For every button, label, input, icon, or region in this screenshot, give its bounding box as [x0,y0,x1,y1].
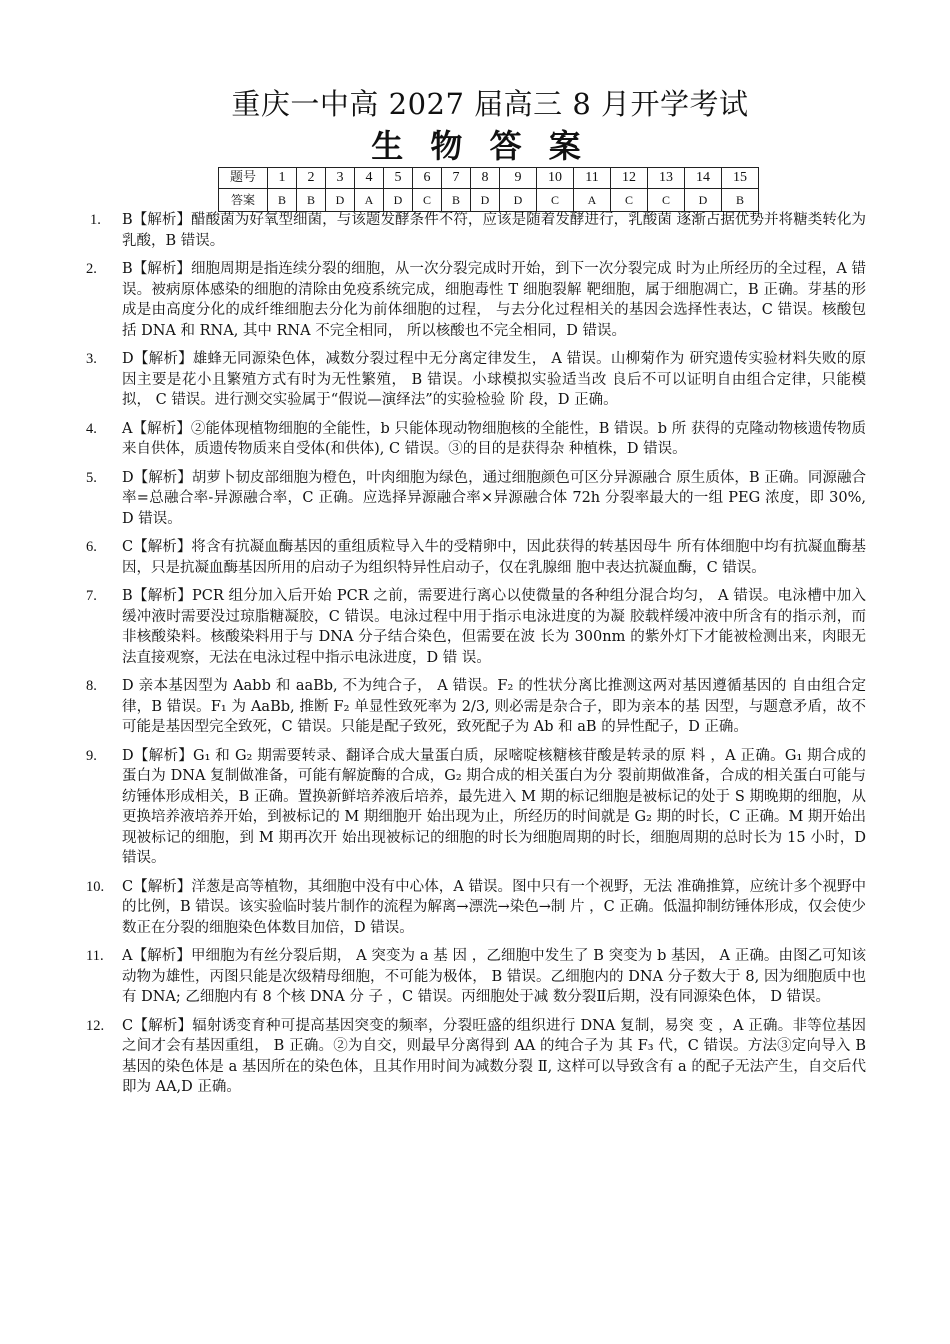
item-number: 7. [86,588,97,604]
item-number: 4. [86,420,97,437]
answer-item-5 [86,468,866,530]
question-number-cell: 4 [355,168,384,189]
answer-cell: D [685,189,722,212]
document-subtitle: 生 物 答 案 [371,127,589,165]
answer-item-10 [86,877,866,939]
answer-row [219,189,759,212]
item-number: 1. [90,212,101,228]
item-number: 8. [86,678,97,694]
item-number: 6. [86,539,97,555]
answer-cell: D [500,189,537,212]
question-number-cell: 3 [326,168,355,189]
question-number-cell: 11 [574,168,611,189]
answer-cell: A [574,189,611,212]
answer-item-3 [86,349,866,411]
answer-key-table [218,167,759,212]
item-number: 9. [86,747,97,764]
question-number-cell: 14 [685,168,722,189]
answer-item-6 [86,537,866,578]
answer-cell: D [384,189,413,212]
answer-item-8 [86,676,866,738]
item-explanation: B【解析】PCR 组分加入后开始 PCR 之前，需要进行离心以使微量的各种组分混合均匀， A 错误。电泳槽中加入缓冲液时需要没过琼脂糖凝胶，C 错误。电泳过程中用于指示电泳进度的为凝 胶载样缓冲液中所含有的指示剂，而非核酸染料。核酸染料用于与 DNA 分子结合染色，但需要在波 长为 300nm 的紫外灯下才能被检测出来，肉眼无法直接观察，无法在电泳过程中指示电泳进度，D 错 误。 [122,588,866,666]
answer-cell: C [648,189,685,212]
item-explanation: D【解析】G₁ 和 G₂ 期需要转录、翻译合成大量蛋白质，尿嘧啶核糖核苷酸是转录的原 料 ，A 正确。G₁ 期合成的蛋白为 DNA 复制做准备，可能有解旋酶的合成，G₂ 期合成的相关蛋白为分 裂前期做准备，合成的相关蛋白可能与纺锤体形成相关，B 正确。置换新鲜培养液后培养，最先进入 M 期的标记细胞是被标记的处于 S 期晚期的细胞，从更换培养液培养开始，到被标记的 M 期细胞开 始出现为止，所经历的时间就是 G₂ 期的时长，C 正确。M 期开始出现被标记的细胞，到 M 期再次开 始出现被标记的细胞的时长为细胞周期的时长，细胞周期的总时长为 15 小时，D 错误。 [122,747,866,866]
item-explanation: C【解析】洋葱是高等植物，其细胞中没有中心体，A 错误。图中只有一个视野，无法 准确推算，应统计多个视野中的比例，B 错误。该实验临时装片制作的流程为解离→漂洗→染色→制 片 ，C 正确。低温抑制纺锤体形成，仅会使少数正在分裂的细胞染色体数目加倍，D 错误。 [122,878,866,936]
answer-cell: B [297,189,326,212]
answer-cell: A [355,189,384,212]
question-number-row [219,168,759,189]
answer-cell: B [722,189,759,212]
question-number-cell: 7 [442,168,471,189]
question-number-cell: 1 [268,168,297,189]
question-number-cell: 12 [611,168,648,189]
item-number: 11. [86,948,104,964]
item-explanation: B【解析】细胞周期是指连续分裂的细胞，从一次分裂完成时开始，到下一次分裂完成 时为止所经历的全过程，A 错误。被病原体感染的细胞的清除由免疫系统完成，细胞毒性 T 细胞裂解 靶细胞，属于细胞凋亡，B 正确。芽基的形成是由高度分化的成纤维细胞去分化为前体细胞的过程， 与去分化过程相关的基因会选择性表达，C 错误。核酸包括 DNA 和 RNA, 其中 RNA 不完全相同， 所以核酸也不完全相同，D 错误。 [122,261,866,339]
answer-cell: B [442,189,471,212]
item-number: 2. [86,261,97,277]
item-number: 3. [86,351,97,367]
row-label-answer: 答案 [219,189,268,212]
answer-item-12 [86,1016,866,1098]
question-number-cell: 8 [471,168,500,189]
question-number-cell: 5 [384,168,413,189]
answer-item-7 [86,586,866,668]
answer-item-1 [86,210,866,251]
answer-cell: C [413,189,442,212]
question-number-cell: 9 [500,168,537,189]
item-number: 12. [86,1017,105,1034]
item-explanation: A【解析】甲细胞为有丝分裂后期， A 突变为 a 基 因 ，乙细胞中发生了 B 突变为 b 基因， A 正确。由图乙可知该动物为雄性，丙图只能是次级精母细胞，不可能为极体， B 错误。乙细胞内的 DNA 分子数大于 8, 因为细胞质中也有 DNA; 乙细胞内有 8 个核 DNA 分 子 ，C 错误。丙细胞处于减 数分裂Ⅱ后期，没有同源染色体， D 错误。 [122,948,866,1005]
answer-cell: B [268,189,297,212]
answer-item-2 [86,259,866,341]
item-explanation: C【解析】将含有抗凝血酶基因的重组质粒导入牛的受精卵中，因此获得的转基因母牛 所有体细胞中均有抗凝血酶基因，只是抗凝血酶基因所用的启动子为组织特异性启动子，仅在乳腺细 胞中表达抗凝血酶，C 错误。 [122,539,866,576]
answer-cell: D [471,189,500,212]
item-explanation: D【解析】胡萝卜韧皮部细胞为橙色，叶肉细胞为绿色，通过细胞颜色可区分异源融合 原生质体，B 正确。同源融合率=总融合率-异源融合率，C 正确。应选择异源融合率×异源融合体 72h 分裂率最大的一组 PEG 浓度，即 30%, D 错误。 [122,469,866,527]
item-explanation: C【解析】辐射诱变育种可提高基因突变的频率，分裂旺盛的组织进行 DNA 复制，易突 变 ，A 正确。非等位基因之间才会有基因重组， B 正确。②为自交，则最早分离得到 AA 的纯合子为 其 F₃ 代，C 错误。方法③定向导入 B 基因的染色体是 a 基因所在的染色体，且其作用时间为减数分裂 Ⅱ, 这样可以导致含有 a 的配子无法产生，自交后代即为 AA,D 正确。 [122,1017,866,1095]
item-explanation: D【解析】雄蜂无同源染色体，减数分裂过程中无分离定律发生， A 错误。山柳菊作为 研究遗传实验材料失败的原因主要是花小且繁殖方式有时为无性繁殖， B 错误。小球模拟实验适当改 良后不可以证明自由组合定律，只能模拟， C 错误。进行测交实验属于“假说—演绎法”的实验检验 阶 段，D 正确。 [122,351,866,408]
question-number-cell: 10 [537,168,574,189]
item-number: 10. [86,878,105,895]
answer-explanations [86,210,866,1106]
answer-item-9 [86,746,866,869]
item-explanation: A【解析】②能体现植物细胞的全能性，b 只能体现动物细胞核的全能性，B 错误。b 所 获得的克隆动物核遗传物质来自供体，质遗传物质来自受体(和供体), C 错误。③的目的是获得杂 种植株，D 错误。 [122,420,866,457]
question-number-cell: 13 [648,168,685,189]
answer-cell: D [326,189,355,212]
item-explanation: D 亲本基因型为 Aabb 和 aaBb, 不为纯合子， A 错误。F₂ 的性状分离比推测这两对基因遵循基因的 自由组合定律，B 错误。F₁ 为 AaBb, 推断 F₂ 单显性致死率为 2/3, 则必需是杂合子，即为亲本的基 因型，与题意矛盾，故不可能是基因型完全致死，C 错误。只能是配子致死，致死配子为 Ab 和 aB 的异性配子，D 正确。 [122,678,866,735]
question-number-cell: 15 [722,168,759,189]
answer-item-11 [86,946,866,1008]
answer-cell: C [611,189,648,212]
exam-title: 重庆一中高 2027 届高三 8 月开学考试 [231,87,749,121]
item-explanation: B【解析】醋酸菌为好氧型细菌，与该题发酵条件不符，应该是随着发酵进行，乳酸菌 逐渐占据优势并将糖类转化为乳酸，B 错误。 [122,212,866,249]
question-number-cell: 6 [413,168,442,189]
answer-item-4 [86,419,866,460]
item-number: 5. [86,469,97,486]
row-label-question-number: 题号 [219,168,268,189]
question-number-cell: 2 [297,168,326,189]
answer-cell: C [537,189,574,212]
